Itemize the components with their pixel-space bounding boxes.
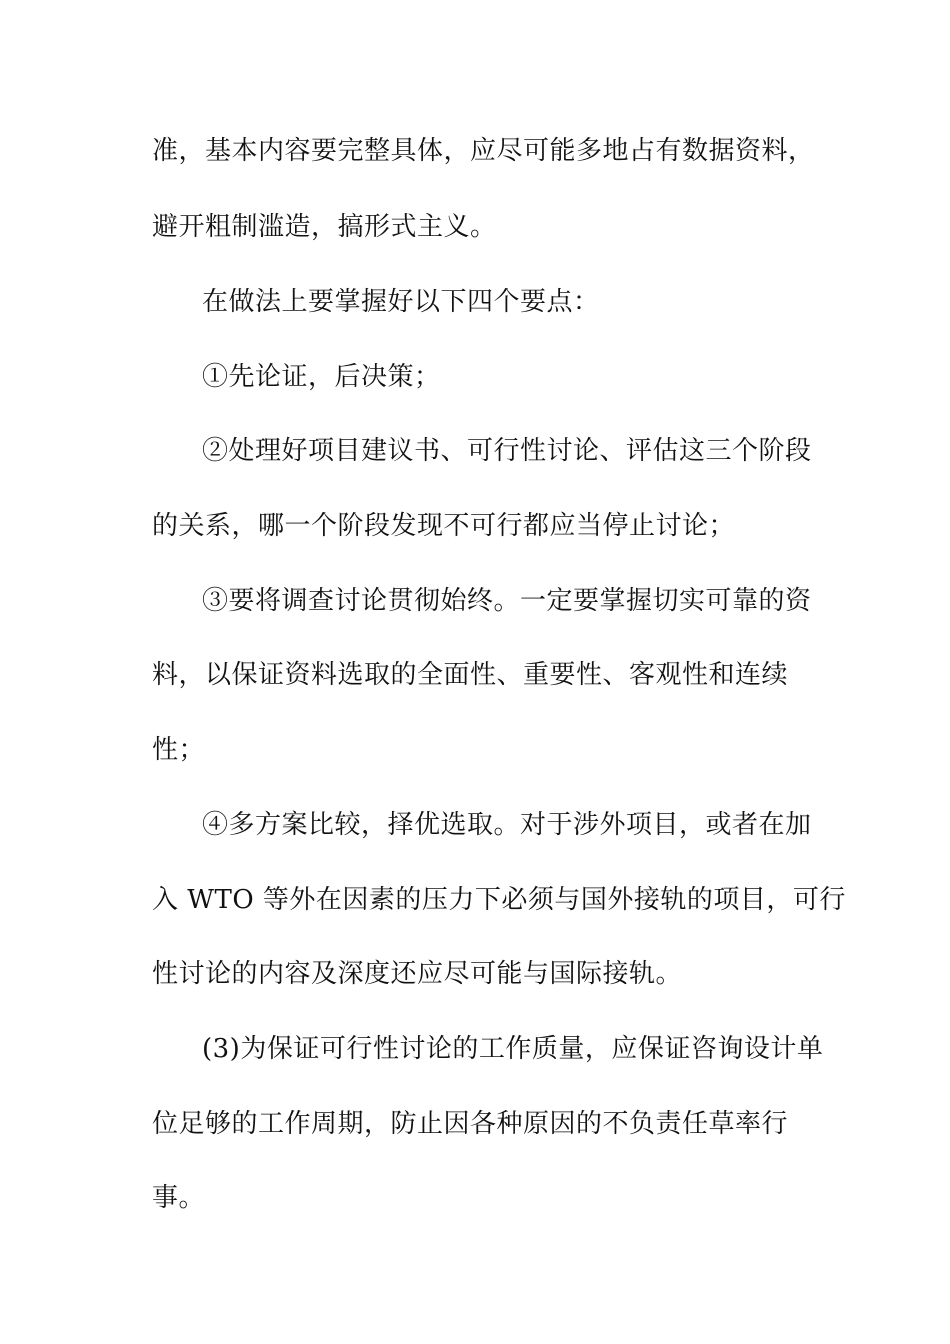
- text-line: 性讨论的内容及深度还应尽可能与国际接轨。: [152, 959, 683, 989]
- text-line: ②处理好项目建议书、可行性讨论、评估这三个阶段: [202, 436, 812, 466]
- text-line: 事。: [152, 1183, 206, 1213]
- text-line: 在做法上要掌握好以下四个要点：: [202, 287, 600, 317]
- text-line: ④多方案比较，择优选取。对于涉外项目，或者在加: [202, 810, 812, 840]
- text-line: 入 WTO 等外在因素的压力下必须与国外接轨的项目，可行: [152, 885, 846, 915]
- text-line: 料，以保证资料选取的全面性、重要性、客观性和连续: [152, 660, 789, 690]
- text-line: ①先论证，后决策；: [202, 362, 441, 392]
- text-line: (3)为保证可行性讨论的工作质量，应保证咨询设计单: [202, 1034, 824, 1064]
- text-line: 性；: [152, 735, 206, 765]
- text-line: 准，基本内容要完整具体，应尽可能多地占有数据资料，: [152, 136, 815, 166]
- text-line: ③要将调查讨论贯彻始终。一定要掌握切实可靠的资: [202, 586, 812, 616]
- text-line: 避开粗制滥造，搞形式主义。: [152, 212, 497, 242]
- text-line: 位足够的工作周期，防止因各种原因的不负责任草率行: [152, 1109, 789, 1139]
- text-line: 的关系，哪一个阶段发现不可行都应当停止讨论；: [152, 511, 736, 541]
